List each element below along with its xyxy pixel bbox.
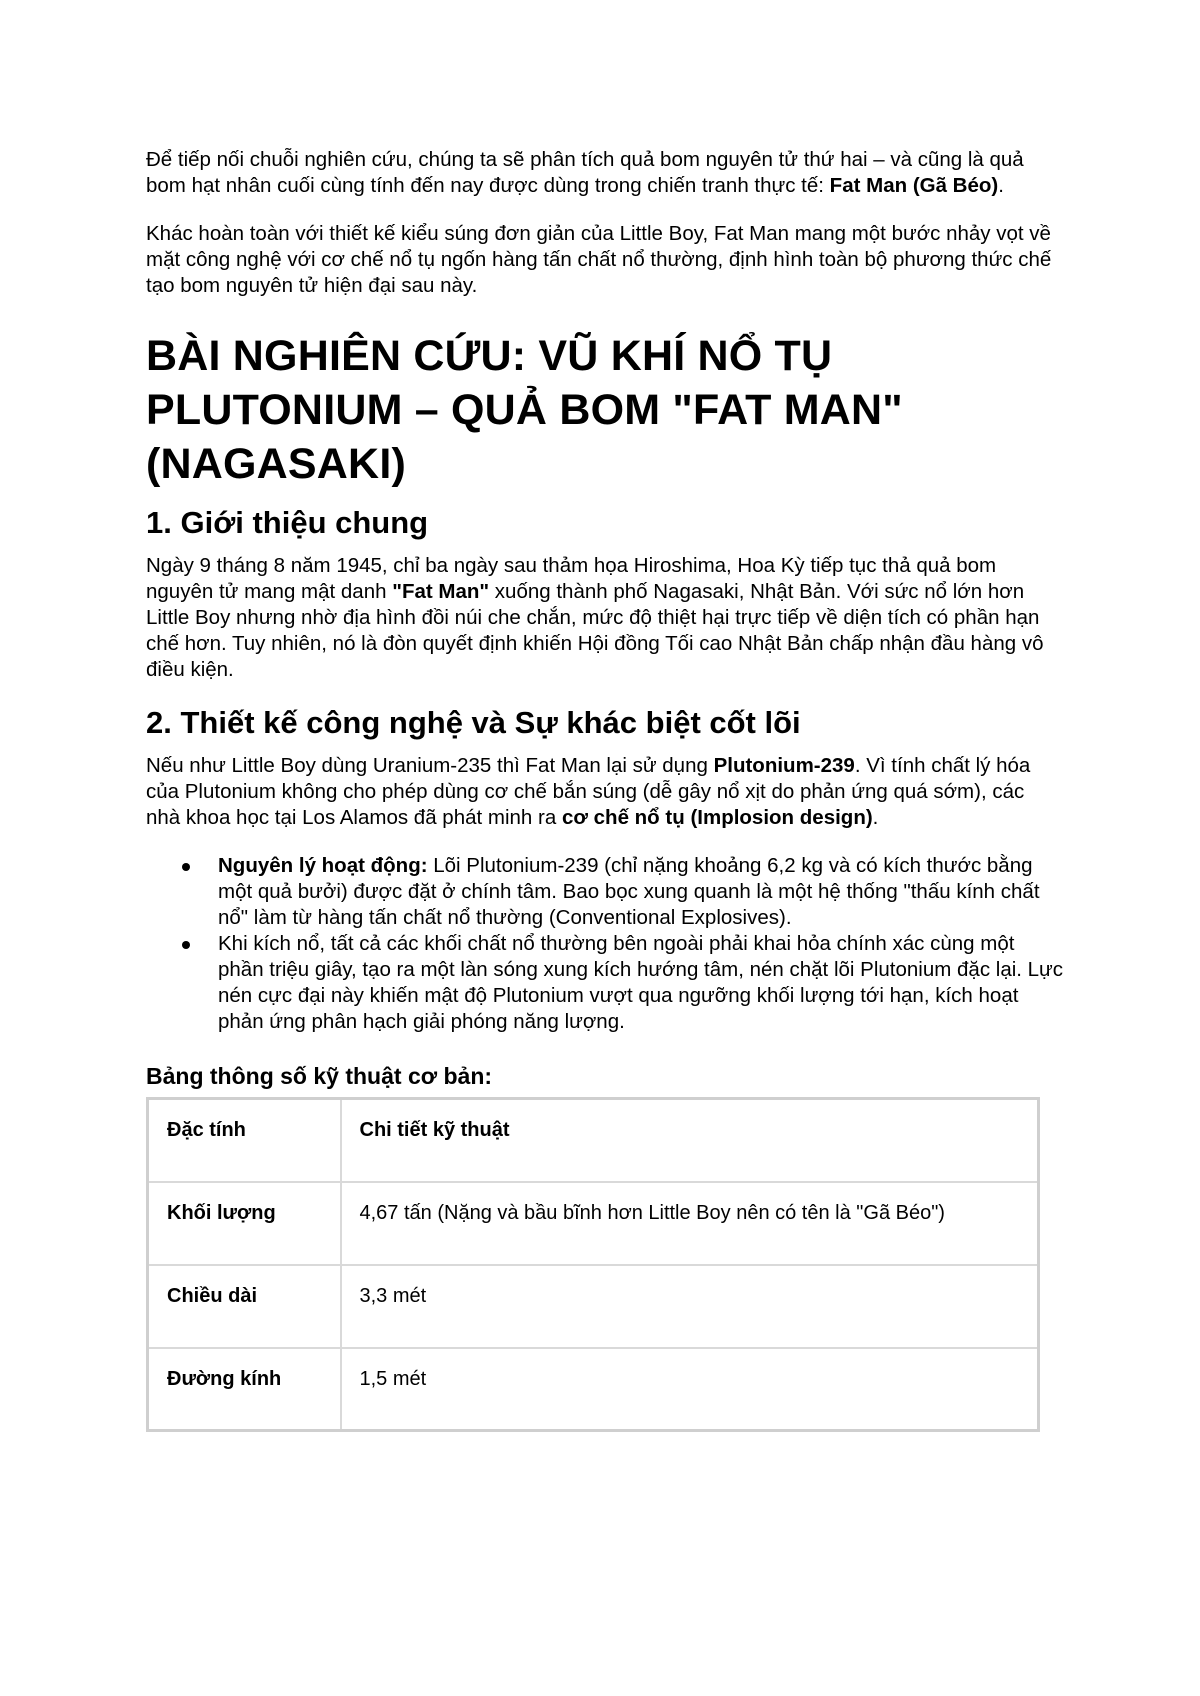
table-header-row bbox=[148, 1099, 1039, 1182]
spec-table bbox=[146, 1097, 1040, 1432]
table-heading: Bảng thông số kỹ thuật cơ bản: bbox=[146, 1063, 493, 1089]
section-1-text-a: Ngày 9 tháng 8 năm 1945, chỉ ba ngày sau thảm họa Hiroshima, Hoa Kỳ tiếp tục thả quả bom nguyên tử mang mật danh bbox=[146, 554, 997, 603]
intro-text-end: . bbox=[998, 174, 1004, 197]
section-2-bold-plutonium: Plutonium-239 bbox=[713, 754, 855, 777]
intro-bold-fat-man: Fat Man (Gã Béo) bbox=[829, 174, 999, 197]
table-cell-label: Đường kính bbox=[148, 1348, 341, 1431]
table-row bbox=[148, 1182, 1039, 1265]
section-2-bold-implosion: cơ chế nổ tụ (Implosion design) bbox=[561, 806, 873, 829]
table-row bbox=[148, 1348, 1039, 1431]
bullet-list bbox=[146, 853, 1064, 1035]
table-cell-value: 4,67 tấn (Nặng và bầu bĩnh hơn Little Boy nên có tên là "Gã Béo") bbox=[341, 1182, 1039, 1265]
section-2-heading: 2. Thiết kế công nghệ và Sự khác biệt cốt lõi bbox=[146, 705, 801, 740]
bullet-text: Khi kích nổ, tất cả các khối chất nổ thường bên ngoài phải khai hỏa chính xác cùng một phần triệu giây, tạo ra một làn sóng xung kích hướng tâm, nén chặt lõi Plutonium đặc lại. Lực nén cực đại này khiến mật độ Plutonium vượt qua ngưỡng khối lượng tới hạn, kích hoạt phản ứng phân hạch giải phóng năng lượng. bbox=[218, 932, 1064, 1033]
section-2-text-b: . Vì tính chất lý hóa của Plutonium không cho phép dùng cơ chế bắn súng (dễ gây nổ xịt do phản ứng quá sớm), các nhà khoa học tại Los Alamos đã phát minh ra bbox=[146, 754, 1031, 829]
bullet-icon bbox=[182, 863, 190, 871]
list-item bbox=[218, 931, 1064, 1035]
list-item bbox=[218, 853, 1064, 931]
section-1-text-b: xuống thành phố Nagasaki, Nhật Bản. Với sức nổ lớn hơn Little Boy nhưng nhờ địa hình đồi núi che chắn, mức độ thiệt hại trực tiếp về diện tích có phần hạn chế hơn. Tuy nhiên, nó là đòn quyết định khiến Hội đồng Tối cao Nhật Bản chấp nhận đầu hàng vô điều kiện. bbox=[146, 580, 1044, 681]
intro-text: Để tiếp nối chuỗi nghiên cứu, chúng ta sẽ phân tích quả bom nguyên tử thứ hai – và cũng là quả bom hạt nhân cuối cùng tính đến nay được dùng trong chiến tranh thực tế: bbox=[146, 148, 1024, 197]
section-1-bold-fat-man: "Fat Man" bbox=[392, 580, 490, 603]
bullet-bold-label: Nguyên lý hoạt động: bbox=[218, 854, 428, 877]
table-cell-label: Khối lượng bbox=[148, 1182, 341, 1265]
section-2-text-c: . bbox=[872, 806, 879, 829]
table-cell-value: 3,3 mét bbox=[341, 1265, 1039, 1348]
table-row bbox=[148, 1265, 1039, 1348]
section-1-heading: 1. Giới thiệu chung bbox=[146, 505, 429, 540]
table-header-cell: Đặc tính bbox=[148, 1099, 341, 1182]
section-2-text-a: Nếu như Little Boy dùng Uranium-235 thì Fat Man lại sử dụng bbox=[146, 754, 714, 777]
table-header-cell: Chi tiết kỹ thuật bbox=[341, 1099, 1039, 1182]
intro-paragraph-1 bbox=[146, 147, 1064, 199]
section-2-paragraph bbox=[146, 753, 1064, 831]
bullet-text: Lõi Plutonium-239 (chỉ nặng khoảng 6,2 kg và có kích thước bằng một quả bưởi) được đặt ở chính tâm. Bao bọc xung quanh là một hệ thống "thấu kính chất nổ" làm từ hàng tấn chất nổ thường (Conventional Explosives). bbox=[218, 854, 1040, 929]
intro-paragraph-2: Khác hoàn toàn với thiết kế kiểu súng đơn giản của Little Boy, Fat Man mang một bước nhảy vọt về mặt công nghệ với cơ chế nổ tụ ngốn hàng tấn chất nổ thường, định hình toàn bộ phương thức chế tạo bom nguyên tử hiện đại sau này. bbox=[146, 222, 1052, 297]
table-cell-label: Chiều dài bbox=[148, 1265, 341, 1348]
section-1-paragraph bbox=[146, 553, 1064, 683]
table-cell-value: 1,5 mét bbox=[341, 1348, 1039, 1431]
document-title: BÀI NGHIÊN CỨU: VŨ KHÍ NỔ TỤ PLUTONIUM – QUẢ BOM "FAT MAN" (NAGASAKI) bbox=[146, 332, 903, 488]
bullet-icon bbox=[182, 941, 190, 949]
